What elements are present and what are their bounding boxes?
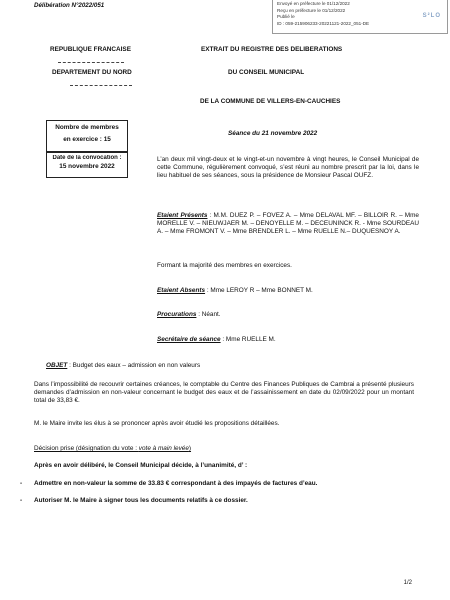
- stamp-received-line: Reçu en préfecture le 01/12/2022: [277, 7, 346, 13]
- present-block: [157, 212, 419, 237]
- stamp-published-line: Publié le: [277, 14, 295, 20]
- objet-text: : Budget des eaux – admission en non valeurs: [67, 362, 201, 369]
- stamp-id-line: ID : 059-215906233-20221121-2022_051-DE: [277, 20, 370, 26]
- objet-block: [46, 362, 200, 370]
- intro-paragraph: L’an deux mil vingt-deux et le vingt-et-un novembre à vingt heures, le Conseil Municipal de cette Commune, régulièrement convoqué, s’est réuni au nombre prescrit par la loi, dans le lieu habituel de ses séances, sous la présidence de Monsieur Pascal OUFZ.: [157, 156, 419, 180]
- present-names: : M.M. DUEZ P. – FOVEZ A. – Mme DELAVAL MF. – BILLOIR R. – Mme MORELLE V. – NIEUWJAER M. – DENOYELLE M. – DECEUNINCK R. - Mme SOURDEAU A. – Mme FROMONT V. – Mme BRENDLER L. – Mme RUELLE N.– DUQUESNOY A.: [157, 212, 419, 236]
- decision-bullet: Admettre en non-valeur la somme de 33.83 € correspondant à des impayés de factures d’eau.: [34, 480, 318, 487]
- stamp-logo: S²LO: [422, 13, 441, 19]
- decision-intro: Après en avoir délibéré, le Conseil Municipal décide, à l’unanimité, d’ :: [34, 462, 248, 469]
- secretary-name: : Mme RUELLE M.: [220, 336, 276, 343]
- procurations-value: : Néant.: [196, 311, 221, 318]
- body-paragraph-2: M. le Maire invite les élus à se prononcer après avoir étudié les propositions détaillées.: [34, 420, 280, 427]
- stamp-sent-line: Envoyé en préfecture le 01/12/2022: [277, 1, 350, 6]
- secretary-block: [157, 336, 276, 344]
- header-conseil: DU CONSEIL MUNICIPAL: [228, 69, 305, 76]
- prefecture-stamp: [272, 0, 448, 34]
- header-republique: REPUBLIQUE FRANCAISE: [50, 46, 131, 53]
- header-departement: DEPARTEMENT DU NORD: [52, 69, 132, 76]
- deliberation-number: Délibération N°2022/051: [34, 2, 105, 9]
- decision-bullet: Autoriser M. le Maire à signer tous les documents relatifs à ce dossier.: [34, 497, 248, 504]
- decision-line: [34, 445, 191, 453]
- decision-label: Décision prise (désignation du vote :: [34, 445, 139, 452]
- majority-line: Formant la majorité des membres en exercices.: [157, 262, 292, 269]
- header-extrait: EXTRAIT DU REGISTRE DES DELIBERATIONS: [201, 46, 343, 53]
- session-title: Séance du 21 novembre 2022: [228, 130, 318, 137]
- header-commune: DE LA COMMUNE DE VILLERS-EN-CAUCHIES: [200, 98, 341, 105]
- bullet-dash: -: [20, 480, 23, 487]
- absent-block: [157, 287, 313, 295]
- members-box: [46, 120, 128, 152]
- convocation-date: 15 novembre 2022: [59, 163, 115, 170]
- page-number: 1/2: [403, 580, 412, 587]
- header-divider: [58, 62, 124, 63]
- secretary-label: Secrétaire de séance: [157, 336, 221, 343]
- decision-end: ): [188, 445, 192, 452]
- absent-names: : Mme LEROY R – Mme BONNET M.: [205, 287, 313, 294]
- decision-vote: vote à main levée: [138, 445, 189, 452]
- convocation-label: Date de la convocation :: [52, 155, 122, 161]
- procurations-block: [157, 311, 221, 319]
- bullet-dash: -: [20, 497, 23, 504]
- absent-label: Etaient Absents: [157, 287, 206, 294]
- header-divider: [70, 85, 132, 86]
- members-label: Nombre de membres: [55, 124, 119, 131]
- present-label: Etaient Présents: [157, 212, 208, 219]
- objet-label: OBJET: [46, 362, 68, 369]
- body-paragraph-1: Dans l’impossibilité de recouvrir certaines créances, le comptable du Centre des Finances Publiques de Cambrai a présenté plusieurs demandes d’admission en non-valeur concernant le budget des eaux et de l’assainissement en date du 02/09/2022 pour un montant total de 33,83 €.: [34, 381, 414, 405]
- convocation-box: [46, 152, 128, 178]
- procurations-label: Procurations: [157, 311, 197, 318]
- members-count: en exercice : 15: [63, 136, 111, 144]
